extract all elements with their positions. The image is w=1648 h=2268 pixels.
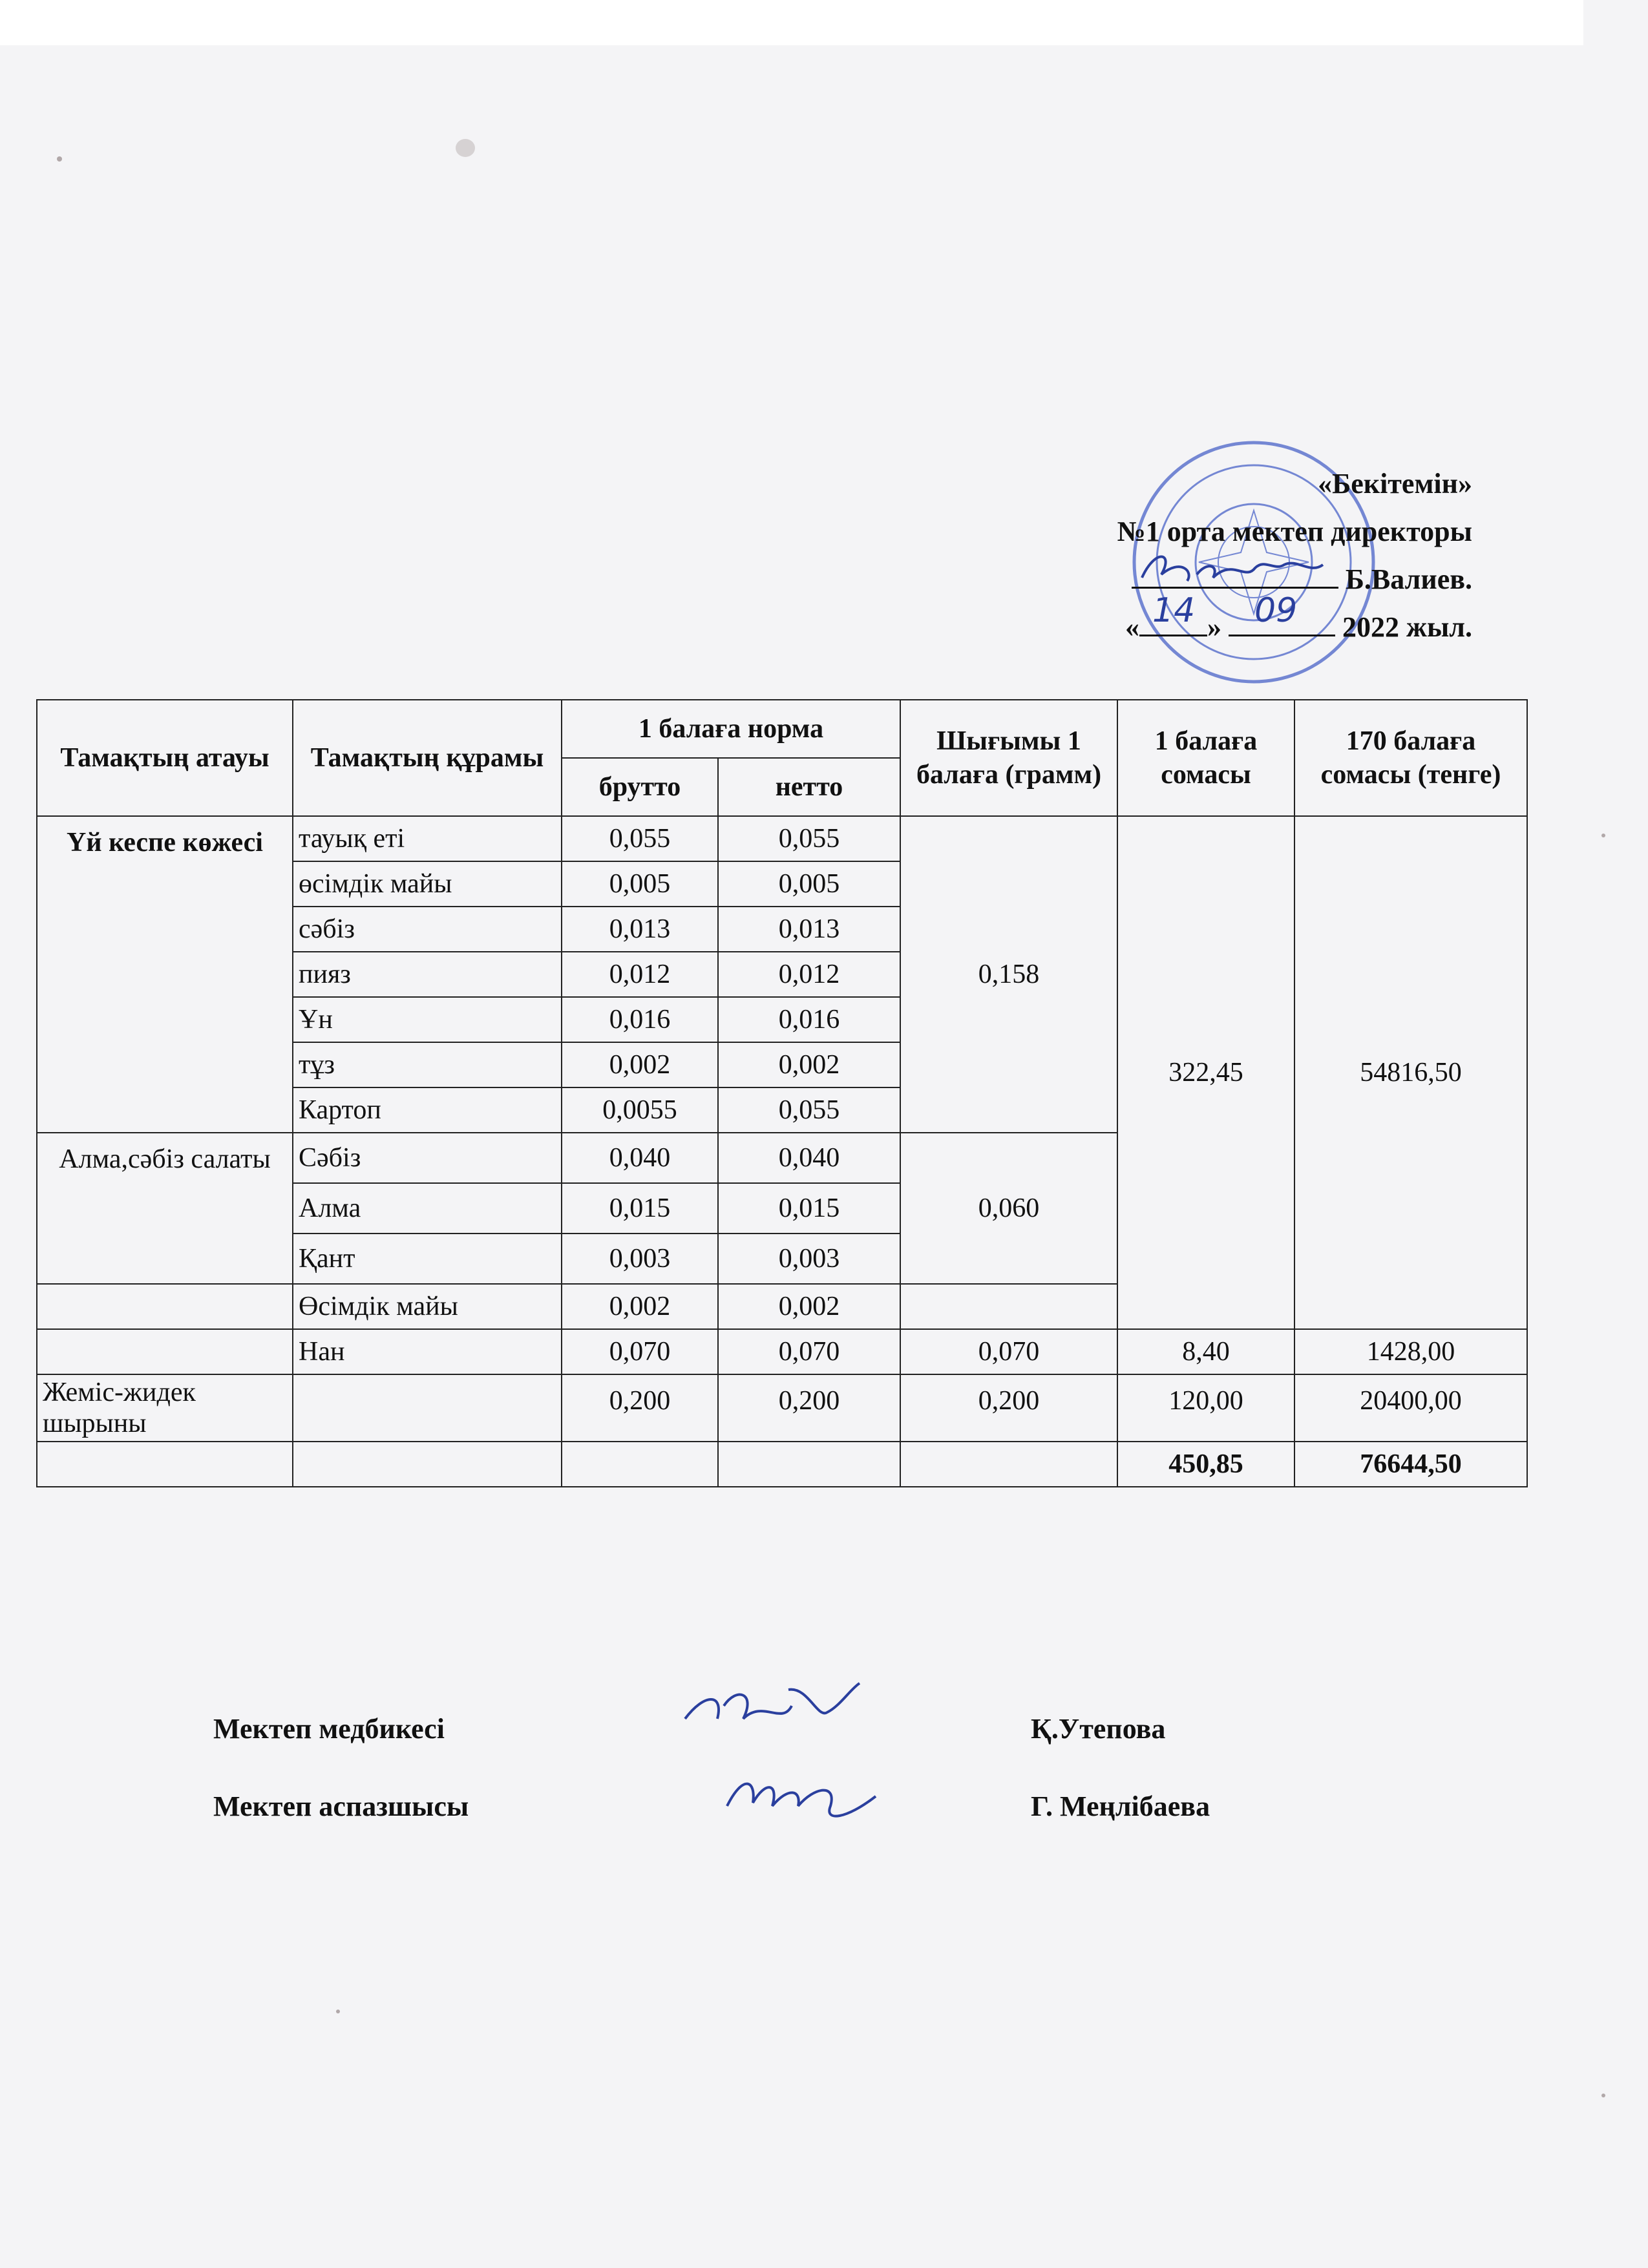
brutto-value: 0,002 [562,1284,718,1329]
netto-value: 0,002 [718,1284,900,1329]
yield-value: 0,070 [900,1329,1117,1374]
ingredient: тұз [293,1042,562,1087]
signature-cook [213,1790,1210,1823]
ingredient: өсімдік майы [293,861,562,907]
brutto-value: 0,070 [562,1329,718,1374]
signature-name: Г. Меңлібаева [1031,1790,1210,1822]
yield-value: 0,200 [900,1374,1117,1442]
date-month-field [1229,591,1335,636]
director-signature [1136,545,1329,591]
brutto-value: 0,003 [562,1234,718,1284]
table-row [37,1374,1527,1442]
signature-nurse [213,1712,1166,1745]
dish2-yield: 0,060 [900,1133,1117,1284]
brutto-value: 0,002 [562,1042,718,1087]
date-day-field [1139,591,1207,636]
empty-cell [37,1329,293,1374]
netto-value: 0,015 [718,1183,900,1234]
ingredient: Өсімдік майы [293,1284,562,1329]
approval-block [1117,460,1472,651]
approval-position: №1 орта мектеп директоры [1117,516,1472,547]
date-day: 14 [1152,591,1196,630]
brutto-value: 0,040 [562,1133,718,1183]
cost-all-value: 1428,00 [1294,1329,1527,1374]
date-suffix: жыл. [1406,611,1472,643]
ingredient: Нан [293,1329,562,1374]
brutto-value: 0,015 [562,1183,718,1234]
menu-table [36,699,1528,1487]
speck [456,139,475,157]
header-brutto: брутто [562,758,718,816]
header-netto: нетто [718,758,900,816]
speck [336,2010,340,2013]
empty-cell [293,1374,562,1442]
brutto-value: 0,012 [562,952,718,997]
header-composition: Тамақтың құрамы [293,700,562,816]
combined-cost-all: 54816,50 [1294,816,1527,1329]
approval-heading: «Бекітемін» [1318,468,1472,499]
signature-role: Мектеп аспазшысы [213,1790,469,1822]
juice-name: Жеміс-жидек шырыны [37,1374,293,1442]
approval-date [1117,591,1472,651]
brutto-value: 0,013 [562,907,718,952]
signature-role: Мектеп медбикесі [213,1713,445,1745]
empty-cell [900,1284,1117,1329]
netto-value: 0,040 [718,1133,900,1183]
empty-cell [293,1442,562,1487]
netto-value: 0,200 [718,1374,900,1442]
header-cost-one: 1 балаға сомасы [1117,700,1294,816]
header-cost-all: 170 балаға сомасы (тенге) [1294,700,1527,816]
total-cost-all: 76644,50 [1294,1442,1527,1487]
ingredient: Қант [293,1234,562,1284]
empty-cell [37,1442,293,1487]
empty-cell [718,1442,900,1487]
ingredient: Сәбіз [293,1133,562,1183]
header-row [37,700,1527,758]
paper-edge [0,0,1583,45]
total-row [37,1442,1527,1487]
netto-value: 0,055 [718,1087,900,1133]
combined-cost-one: 322,45 [1117,816,1294,1329]
empty-cell [37,1284,293,1329]
cook-signature [717,1761,885,1832]
empty-cell [562,1442,718,1487]
ingredient: сәбіз [293,907,562,952]
ingredient: тауық еті [293,816,562,861]
netto-value: 0,002 [718,1042,900,1087]
dish1-name: Үй кеспе көжесі [37,816,293,1133]
date-year: 2022 [1342,611,1400,643]
speck [57,156,62,162]
netto-value: 0,055 [718,816,900,861]
brutto-value: 0,016 [562,997,718,1042]
header-food-name: Тамақтың атауы [37,700,293,816]
date-open-quote: « [1125,611,1140,643]
netto-value: 0,013 [718,907,900,952]
cost-all-value: 20400,00 [1294,1374,1527,1442]
cost-one-value: 120,00 [1117,1374,1294,1442]
brutto-value: 0,055 [562,816,718,861]
date-close-quote: » [1207,611,1222,643]
netto-value: 0,070 [718,1329,900,1374]
table-row [37,816,1527,861]
netto-value: 0,012 [718,952,900,997]
netto-value: 0,016 [718,997,900,1042]
director-signature-field [1132,558,1338,589]
total-cost-one: 450,85 [1117,1442,1294,1487]
nurse-signature [679,1680,872,1751]
header-norm: 1 балаға норма [562,700,900,758]
brutto-value: 0,200 [562,1374,718,1442]
header-yield: Шығымы 1 балаға (грамм) [900,700,1117,816]
dish2-name: Алма,сәбіз салаты [37,1133,293,1284]
cost-one-value: 8,40 [1117,1329,1294,1374]
ingredient: Картоп [293,1087,562,1133]
ingredient: Ұн [293,997,562,1042]
date-month: 09 [1254,591,1298,630]
dish1-yield: 0,158 [900,816,1117,1133]
speck [1601,834,1605,837]
netto-value: 0,005 [718,861,900,907]
ingredient: Алма [293,1183,562,1234]
netto-value: 0,003 [718,1234,900,1284]
signature-name: Қ.Утепова [1031,1713,1166,1745]
brutto-value: 0,005 [562,861,718,907]
director-name: Б.Валиев. [1345,563,1472,595]
table-row [37,1329,1527,1374]
empty-cell [900,1442,1117,1487]
brutto-value: 0,0055 [562,1087,718,1133]
ingredient: пияз [293,952,562,997]
speck [1601,2094,1605,2097]
